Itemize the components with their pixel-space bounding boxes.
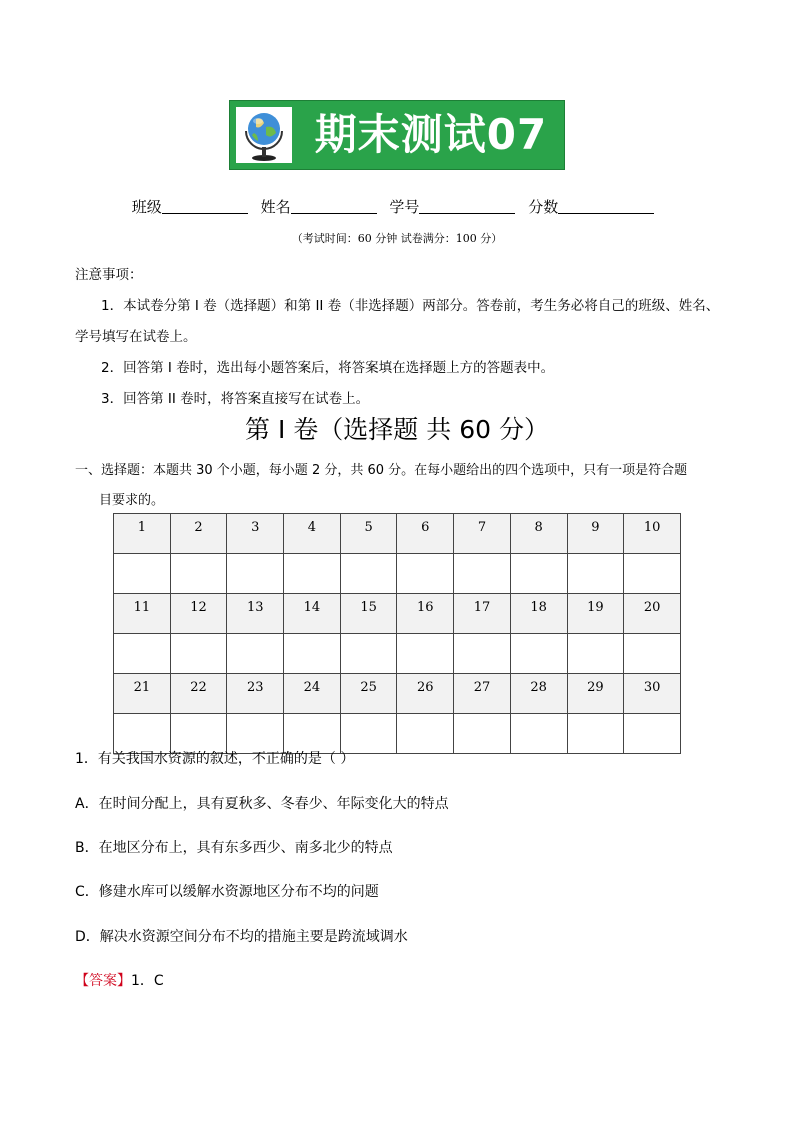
- grid-answer-cell[interactable]: [114, 554, 171, 594]
- grid-number: 13: [227, 594, 284, 634]
- grid-number: 4: [284, 514, 341, 554]
- grid-answer-cell[interactable]: [567, 554, 624, 594]
- grid-number-row: [114, 594, 681, 634]
- class-blank[interactable]: [162, 197, 248, 214]
- grid-answer-cell[interactable]: [284, 554, 341, 594]
- answer-grid: [113, 513, 681, 754]
- grid-answer-cell[interactable]: [397, 634, 454, 674]
- grid-number: 16: [397, 594, 454, 634]
- student-info-row: [0, 196, 794, 217]
- note-item-1: 1．本试卷分第 I 卷（选择题）和第 II 卷（非选择题）两部分。答卷前，考生务必将自己的班级、姓名、学号填写在试卷上。: [75, 298, 720, 345]
- grid-number: 27: [454, 674, 511, 714]
- grid-answer-cell[interactable]: [114, 634, 171, 674]
- grid-number: 19: [567, 594, 624, 634]
- grid-answer-cell[interactable]: [454, 634, 511, 674]
- grid-answer-cell[interactable]: [624, 554, 681, 594]
- grid-number: 9: [567, 514, 624, 554]
- name-blank[interactable]: [291, 197, 377, 214]
- grid-number-row: [114, 674, 681, 714]
- grid-number: 15: [340, 594, 397, 634]
- score-blank[interactable]: [558, 197, 654, 214]
- grid-number: 23: [227, 674, 284, 714]
- id-label: 学号: [389, 198, 420, 216]
- grid-answer-cell[interactable]: [454, 554, 511, 594]
- note-item-3: 3．回答第 II 卷时，将答案直接写在试卷上。: [101, 391, 370, 407]
- id-blank[interactable]: [419, 197, 515, 214]
- mc-instructions: [75, 456, 730, 516]
- grid-number: 28: [510, 674, 567, 714]
- answer-tag: 【答案】: [75, 973, 131, 989]
- note-item-2: 2．回答第 I 卷时，选出每小题答案后，将答案填在选择题上方的答题表中。: [101, 360, 555, 376]
- grid-answer-row: [114, 554, 681, 594]
- question-1-option-a[interactable]: A．在时间分配上，具有夏秋多、冬春少、年际变化大的特点: [75, 796, 449, 812]
- mc-instructions-line1: 一、选择题：本题共 30 个小题，每小题 2 分，共 60 分。在每小题给出的四个选项中，只有一项是符合题: [75, 463, 688, 478]
- answer-line: [75, 970, 164, 990]
- notes-heading: 注意事项：: [75, 267, 143, 283]
- grid-number: 7: [454, 514, 511, 554]
- name-label: 姓名: [260, 198, 291, 216]
- grid-number: 25: [340, 674, 397, 714]
- grid-number: 17: [454, 594, 511, 634]
- grid-number: 1: [114, 514, 171, 554]
- grid-answer-row: [114, 634, 681, 674]
- grid-number: 14: [284, 594, 341, 634]
- grid-number: 5: [340, 514, 397, 554]
- question-1-option-b[interactable]: B．在地区分布上，具有东多西少、南多北少的特点: [75, 840, 393, 856]
- grid-number: 18: [510, 594, 567, 634]
- grid-number: 11: [114, 594, 171, 634]
- grid-number: 30: [624, 674, 681, 714]
- section-title: 第 I 卷（选择题 共 60 分）: [245, 415, 549, 444]
- notes-section: [75, 260, 730, 415]
- grid-number: 24: [284, 674, 341, 714]
- grid-number: 20: [624, 594, 681, 634]
- grid-number: 21: [114, 674, 171, 714]
- answer-text: 1．C: [131, 973, 164, 989]
- grid-answer-cell[interactable]: [170, 634, 227, 674]
- score-label: 分数: [528, 198, 559, 216]
- grid-answer-cell[interactable]: [567, 634, 624, 674]
- grid-answer-cell[interactable]: [284, 634, 341, 674]
- title-banner: [229, 100, 565, 170]
- question-1-option-c[interactable]: C．修建水库可以缓解水资源地区分布不均的问题: [75, 884, 379, 900]
- mc-instructions-line2: 目要求的。: [99, 493, 165, 508]
- grid-number: 26: [397, 674, 454, 714]
- banner-title: 期末测试07: [314, 110, 548, 159]
- grid-number: 8: [510, 514, 567, 554]
- grid-answer-cell[interactable]: [624, 634, 681, 674]
- grid-answer-cell[interactable]: [340, 554, 397, 594]
- class-label: 班级: [131, 198, 162, 216]
- grid-answer-cell[interactable]: [510, 634, 567, 674]
- grid-answer-cell[interactable]: [227, 634, 284, 674]
- grid-answer-cell[interactable]: [397, 554, 454, 594]
- grid-number: 3: [227, 514, 284, 554]
- grid-number: 2: [170, 514, 227, 554]
- grid-answer-cell[interactable]: [510, 554, 567, 594]
- grid-number: 12: [170, 594, 227, 634]
- grid-answer-cell[interactable]: [227, 554, 284, 594]
- grid-number: 29: [567, 674, 624, 714]
- grid-number: 10: [624, 514, 681, 554]
- grid-number: 6: [397, 514, 454, 554]
- grid-number: 22: [170, 674, 227, 714]
- grid-answer-cell[interactable]: [340, 634, 397, 674]
- question-1-option-d[interactable]: D．解决水资源空间分布不均的措施主要是跨流域调水: [75, 929, 408, 945]
- grid-number-row: [114, 514, 681, 554]
- exam-time: （考试时间：60 分钟 试卷满分：100 分）: [291, 232, 503, 245]
- globe-icon: [236, 107, 292, 163]
- question-1-stem: 1．有关我国水资源的叙述，不正确的是（ ）: [75, 751, 355, 767]
- grid-answer-cell[interactable]: [170, 554, 227, 594]
